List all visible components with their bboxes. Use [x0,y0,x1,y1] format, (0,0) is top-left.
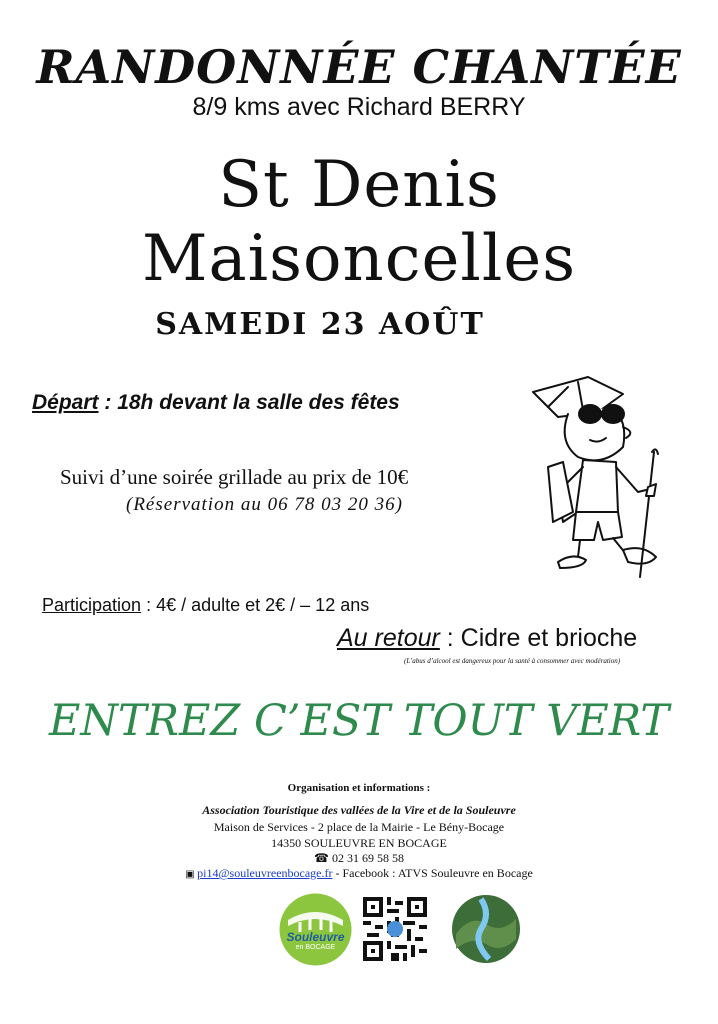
event-date: SAMEDI 23 AOÛT [155,307,485,342]
departure-text: : 18h devant la salle des fêtes [98,391,400,414]
organization-title: Organisation et informations : [287,782,431,794]
phone-line [0,851,718,866]
computer-icon: ▣ [185,869,198,880]
souleuvre-logo-text: Souleuvre [286,930,345,944]
souleuvre-logo [278,892,353,967]
reservation-info: (Réservation au 06 78 03 20 36) [126,494,403,515]
souleuvre-logo-subtext: en BOCAGE [295,944,336,951]
departure-line [32,391,400,415]
return-label: Au retour [337,624,440,652]
association-name: Association Touristique des vallées de la Vire et de la Souleuvre [202,803,516,817]
address-line-1: Maison de Services - 2 place de la Mairie - Le Bény-Bocage [213,820,505,834]
facebook-text: - Facebook : ATVS Souleuvre en Bocage [332,866,533,880]
address-line-2: 14350 SOULEUVRE EN BOCAGE [271,836,447,850]
return-line [337,624,637,653]
departure-label: Départ [32,391,99,414]
poster-title: RANDONNÉE CHANTÉE [36,40,682,94]
phone-icon: ☎ [314,851,332,865]
contact-line [0,866,718,881]
email-link[interactable]: pi14@souleuvreenbocage.fr [197,866,333,880]
participation-label: Participation [42,595,142,615]
village-name: St Denis Maisoncelles [141,148,577,296]
slogan: ENTREZ C’EST TOUT VERT [48,696,670,746]
qr-code [363,897,427,961]
phone-number: 02 31 69 58 58 [331,851,404,865]
participation-line [42,595,369,616]
dinner-info: Suivi d’une soirée grillade au prix de 10€ [60,465,409,489]
hiker-illustration [528,372,698,582]
poster-subtitle: 8/9 kms avec Richard BERRY [192,93,526,121]
participation-text: : 4€ / adulte et 2€ / – 12 ans [141,595,370,615]
alcohol-warning: (L’abus d’alcool est dangereux pour la santé à consommer avec modération) [404,657,621,665]
return-text: : Cidre et brioche [439,624,638,652]
valley-logo [451,894,521,964]
